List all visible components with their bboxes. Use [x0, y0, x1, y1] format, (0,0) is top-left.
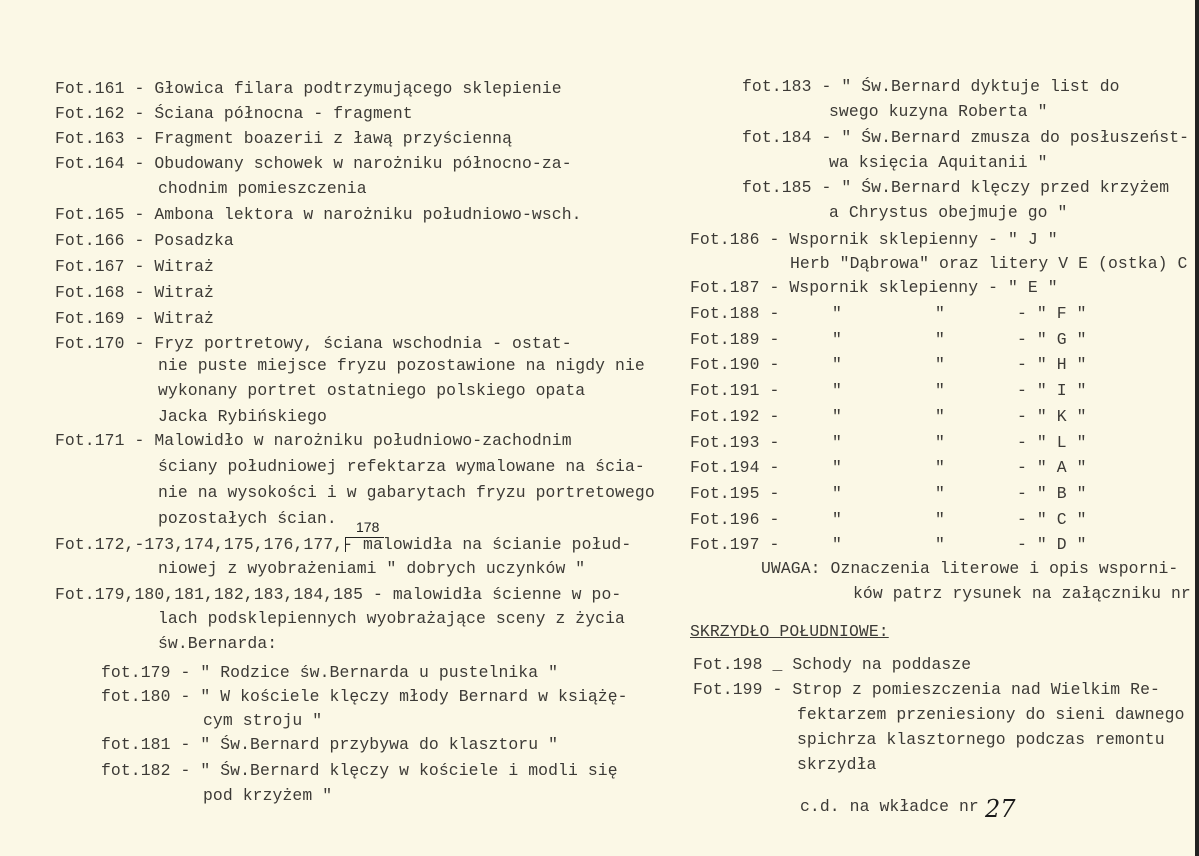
left-entry-line: nie na wysokości i w gabarytach fryzu portretowego	[158, 483, 655, 502]
left-entry-line: Fot.167 - Witraż	[55, 257, 214, 276]
left-entry-line: Fot.168 - Witraż	[55, 283, 214, 302]
ditto-mark: "	[832, 304, 842, 323]
ditto-mark: "	[832, 329, 842, 349]
ditto-row-label: Fot.191 -	[690, 381, 780, 401]
ditto-mark: "	[832, 458, 842, 478]
ditto-mark: "	[935, 381, 945, 401]
continued-note: c.d. na wkładce nr	[800, 797, 979, 816]
ditto-mark: "	[935, 304, 945, 323]
ditto-row-label: Fot.189 -	[690, 329, 780, 349]
ditto-mark: "	[832, 535, 842, 555]
bracket-code: - " A "	[1017, 458, 1087, 478]
left-entry-line: Fot.163 - Fragment boazerii z ławą przyścienną	[55, 129, 513, 148]
ditto-mark: "	[935, 432, 945, 452]
ditto-row-label: Fot.196 -	[690, 509, 780, 529]
ditto-row-label: Fot.197 -	[690, 535, 780, 555]
left-entry-line: Jacka Rybińskiego	[158, 407, 327, 426]
left-entry-line: Fot.171 - Malowidło w narożniku południowo-zachodnim	[55, 431, 572, 450]
page-edge	[1195, 0, 1199, 856]
section-entry-line: Fot.199 - Strop z pomieszczenia nad Wielkim Re-	[693, 680, 1160, 699]
right-entry-line: a Chrystus obejmuje go "	[829, 203, 1068, 222]
left-entry-line: Fot.169 - Witraż	[55, 309, 214, 328]
right-entry-line: Fot.186 - Wspornik sklepienny - " J "	[690, 230, 1058, 249]
bracket-code: - " C "	[1017, 509, 1087, 529]
ditto-mark: "	[832, 432, 842, 452]
left-entry-line: Fot.179,180,181,182,183,184,185 - malowidła ścienne w po-	[55, 585, 622, 604]
section-heading: SKRZYDŁO POŁUDNIOWE:	[690, 622, 889, 641]
left-entry-line: lach podsklepiennych wyobrażające sceny z życia	[158, 609, 625, 628]
left-entry-line: nie puste miejsce fryzu pozostawione na nigdy nie	[158, 356, 645, 375]
left-entry-line: Fot.166 - Posadzka	[55, 231, 234, 250]
section-entry-line: fektarzem przeniesiony do sieni dawnego	[797, 705, 1185, 724]
ditto-mark: "	[832, 406, 842, 426]
right-entry-line: swego kuzyna Roberta "	[829, 102, 1048, 121]
ditto-row-label: Fot.190 -	[690, 355, 780, 375]
ditto-mark: "	[935, 355, 945, 375]
ditto-row-label: Fot.195 -	[690, 483, 780, 503]
right-entry-line: Herb "Dąbrowa" oraz litery V E (ostka) C	[790, 254, 1188, 273]
left-entry-line: pod krzyżem "	[203, 786, 333, 805]
ditto-mark: "	[832, 509, 842, 529]
ditto-mark: "	[935, 509, 945, 529]
left-entry-line: niowej z wyobrażeniami " dobrych uczynków "	[158, 559, 586, 578]
left-entry-line: Fot.161 - Głowica filara podtrzymującego sklepienie	[55, 79, 562, 98]
ditto-mark: "	[832, 355, 842, 375]
handwritten-page-number: 27	[985, 795, 1016, 823]
left-entry-line: Fot.164 - Obudowany schowek w narożniku północno-za-	[55, 154, 572, 173]
bracket-code: - " I "	[1017, 381, 1087, 401]
left-entry-line: fot.181 - " Św.Bernard przybywa do klasztoru "	[101, 735, 559, 754]
bracket-code: - " B "	[1017, 483, 1087, 503]
left-entry-line: chodnim pomieszczenia	[158, 179, 367, 198]
bracket-code: - " H "	[1017, 355, 1087, 375]
left-entry-line: św.Bernarda:	[158, 634, 278, 653]
right-entry-line: Fot.187 - Wspornik sklepienny - " E "	[690, 278, 1058, 297]
right-entry-line: fot.185 - " Św.Bernard klęczy przed krzyżem	[742, 178, 1170, 197]
bracket-code: - " L "	[1017, 432, 1087, 452]
bracket-code: - " K "	[1017, 406, 1087, 426]
right-entry-line: fot.183 - " Św.Bernard dyktuje list do	[742, 77, 1120, 96]
section-entry-line: skrzydła	[797, 755, 877, 774]
ditto-row-label: Fot.188 -	[690, 304, 780, 323]
handwritten-insert-178: 178	[356, 519, 380, 535]
ditto-mark: "	[935, 406, 945, 426]
section-entry-line: spichrza klasztornego podczas remontu	[797, 730, 1165, 749]
section-entry-line: Fot.198 _ Schody na poddasze	[693, 655, 972, 674]
left-entry-line: cym stroju "	[203, 711, 323, 730]
ditto-mark: "	[935, 329, 945, 349]
left-entry-line: fot.180 - " W kościele klęczy młody Bernard w książę-	[101, 687, 628, 706]
bracket-code: - " D "	[1017, 535, 1087, 555]
ditto-mark: "	[935, 483, 945, 503]
ditto-mark: "	[832, 381, 842, 401]
ditto-mark: "	[832, 483, 842, 503]
ditto-row-label: Fot.193 -	[690, 432, 780, 452]
insert-mark	[345, 537, 384, 552]
left-entry-line: Fot.162 - Ściana północna - fragment	[55, 104, 413, 123]
note-line: UWAGA: Oznaczenia literowe i opis wsporni-	[761, 559, 1179, 578]
bracket-code: - " F "	[1017, 304, 1087, 323]
note-line: ków patrz rysunek na załączniku nr	[853, 584, 1191, 603]
ditto-mark: "	[935, 458, 945, 478]
left-entry-line: wykonany portret ostatniego polskiego opata	[158, 381, 586, 400]
ditto-row-label: Fot.192 -	[690, 406, 780, 426]
left-entry-line: Fot.165 - Ambona lektora w narożniku południowo-wsch.	[55, 205, 582, 224]
left-entry-line: Fot.172,-173,174,175,176,177,- malowidła na ścianie połud-	[55, 535, 632, 554]
left-entry-line: pozostałych ścian.	[158, 509, 337, 528]
left-entry-line: ściany południowej refektarza wymalowane na ścia-	[158, 457, 645, 476]
right-entry-line: wa księcia Aquitanii "	[829, 153, 1048, 172]
left-entry-line: fot.179 - " Rodzice św.Bernarda u pustelnika "	[101, 663, 559, 682]
left-entry-line: fot.182 - " Św.Bernard klęczy w kościele i modli się	[101, 761, 618, 780]
ditto-mark: "	[935, 535, 945, 555]
bracket-code: - " G "	[1017, 329, 1087, 349]
left-entry-line: Fot.170 - Fryz portretowy, ściana wschodnia - ostat-	[55, 334, 572, 353]
ditto-row-label: Fot.194 -	[690, 458, 780, 478]
right-entry-line: fot.184 - " Św.Bernard zmusza do posłuszeńst-	[742, 128, 1190, 147]
